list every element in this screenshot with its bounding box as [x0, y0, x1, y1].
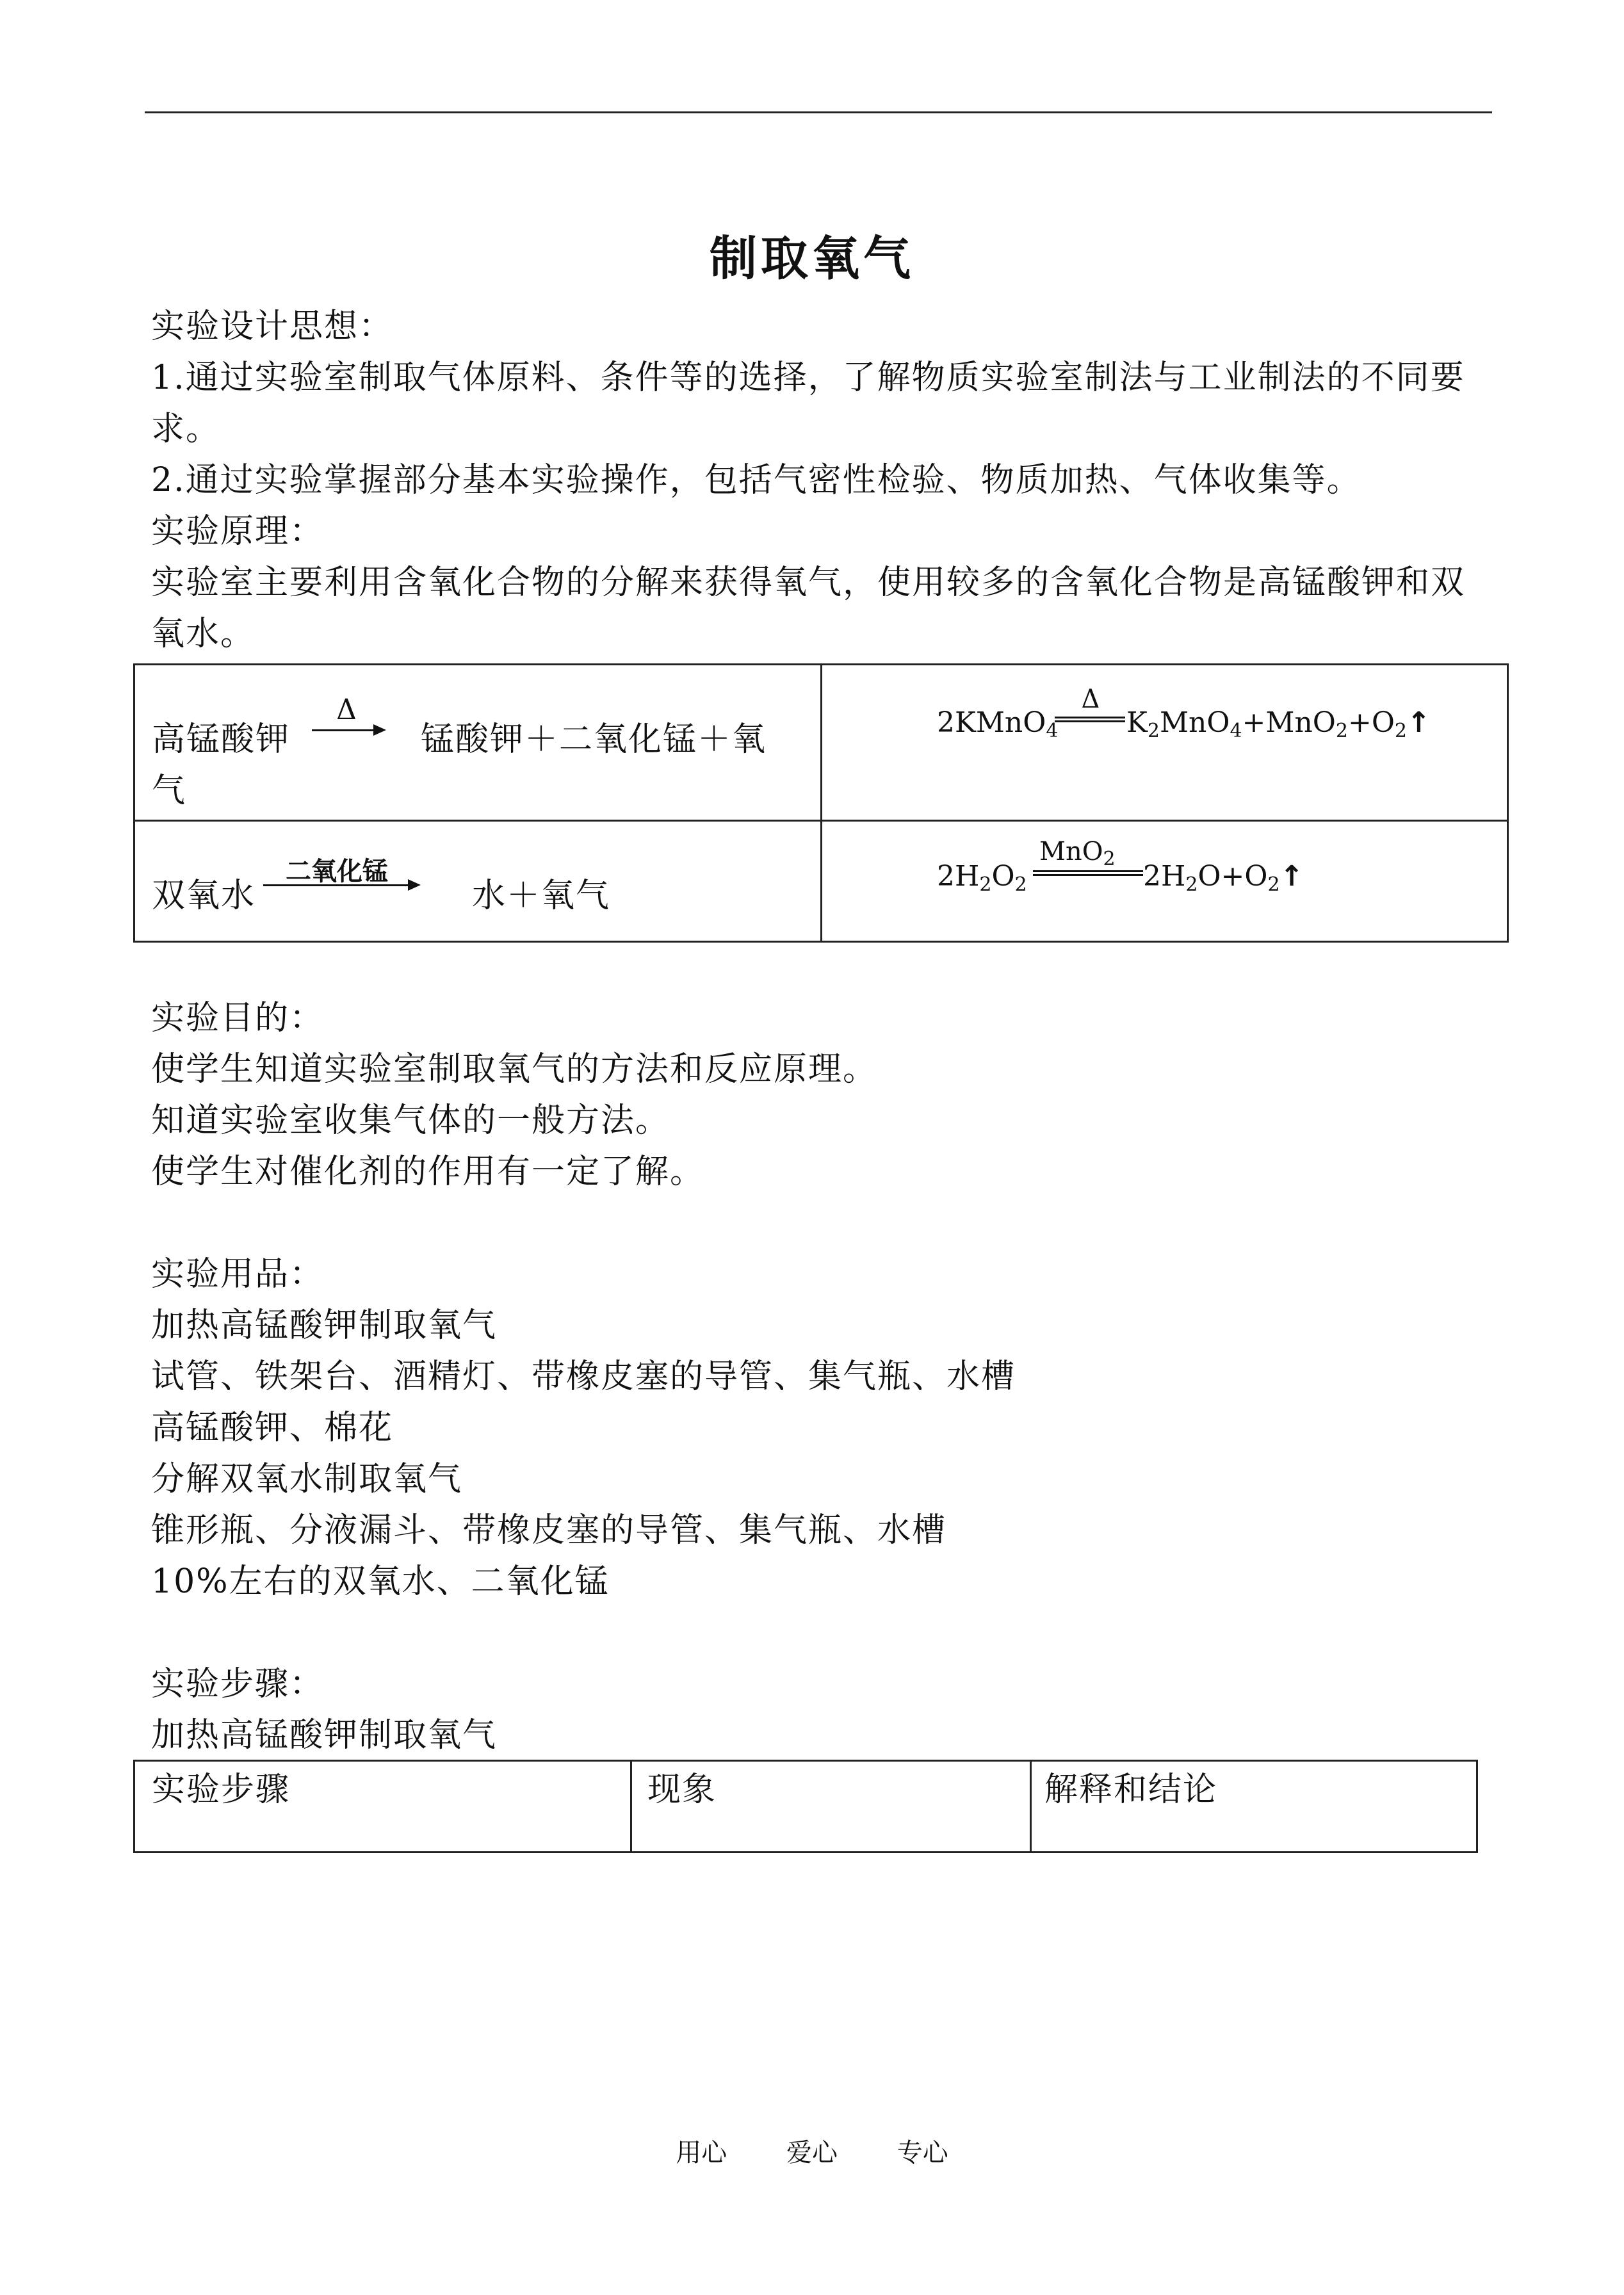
reaction-2-products: 水＋氧气 [472, 877, 611, 915]
steps-col-header: 解释和结论 [1044, 1771, 1218, 1809]
reaction-2-equation-left: $2H_2O_2$ [937, 860, 1027, 896]
purpose-item: 使学生知道实验室制取氧气的方法和反应原理。 [151, 1050, 878, 1089]
steps-subheading: 加热高锰酸钾制取氧气 [151, 1716, 498, 1755]
gas-arrow-icon: ↑ [1407, 706, 1431, 739]
purpose-item: 知道实验室收集气体的一般方法。 [151, 1101, 670, 1140]
reaction-2-equation-right: $2H_2O+O_2↑$ [1143, 860, 1304, 896]
purpose-heading: 实验目的： [151, 999, 325, 1037]
reaction-1-products: 锰酸钾＋二氧化锰＋氧 [421, 720, 767, 759]
footer-text: 爱心 [786, 2138, 838, 2168]
reaction-2-arrow [263, 884, 410, 886]
supplies-line: 分解双氧水制取氧气 [151, 1460, 463, 1498]
footer-text: 专心 [897, 2138, 948, 2168]
reaction-1-condition: Δ [336, 693, 357, 726]
reaction-1-arrow [312, 729, 376, 731]
reaction-table [133, 663, 1509, 943]
purpose-item: 使学生对催化剂的作用有一定了解。 [151, 1153, 705, 1191]
supplies-line: 试管、铁架台、酒精灯、带橡皮塞的导管、集气瓶、水槽 [151, 1358, 1016, 1396]
supplies-heading: 实验用品： [151, 1255, 325, 1293]
footer-text: 用心 [676, 2138, 727, 2168]
reaction-1-reactant: 高锰酸钾 [152, 720, 291, 759]
gas-arrow-icon: ↑ [1279, 860, 1304, 893]
page-title: 制取氧气 [710, 231, 914, 286]
reaction-1-equals-sign [1055, 717, 1125, 722]
reaction-2-reactant: 双氧水 [152, 877, 256, 915]
principle-heading: 实验原理： [151, 512, 325, 551]
supplies-line: 10%左右的双氧水、二氧化锰 [151, 1562, 610, 1601]
supplies-line: 高锰酸钾、棉花 [151, 1409, 394, 1447]
design-point-2: 2.通过实验掌握部分基本实验操作，包括气密性检验、物质加热、气体收集等。 [151, 461, 1361, 499]
steps-col-header: 现象 [647, 1771, 717, 1809]
reaction-2-condition: 二氧化锰 [286, 857, 388, 886]
reaction-1-equation-right: $K_2MnO_4+MnO_2+O_2↑$ [1126, 706, 1431, 742]
principle-text: 实验室主要利用含氧化合物的分解来获得氧气，使用较多的含氧化合物是高锰酸钾和双氧水。 [151, 564, 1466, 653]
reaction-1-equation-condition: Δ [1081, 685, 1100, 714]
supplies-line: 锥形瓶、分液漏斗、带橡皮塞的导管、集气瓶、水槽 [151, 1511, 947, 1550]
design-heading: 实验设计思想： [151, 307, 394, 346]
reaction-1-products-wrap: 气 [152, 772, 187, 810]
header-rule [145, 111, 1492, 113]
reaction-1-equation-left: 2KMnO$_4$ [937, 706, 1059, 742]
steps-table [133, 1760, 1478, 1853]
page-footer [0, 2132, 1624, 2169]
reaction-2-equals-sign [1033, 870, 1143, 876]
steps-heading: 实验步骤： [151, 1665, 325, 1703]
reaction-2-equation-condition: MnO$_2$ [1039, 837, 1116, 870]
design-point-1: 1.通过实验室制取气体原料、条件等的选择，了解物质实验室制法与工业制法的不同要求。 [151, 359, 1465, 448]
steps-col-header: 实验步骤 [152, 1771, 291, 1809]
supplies-line: 加热高锰酸钾制取氧气 [151, 1306, 498, 1345]
